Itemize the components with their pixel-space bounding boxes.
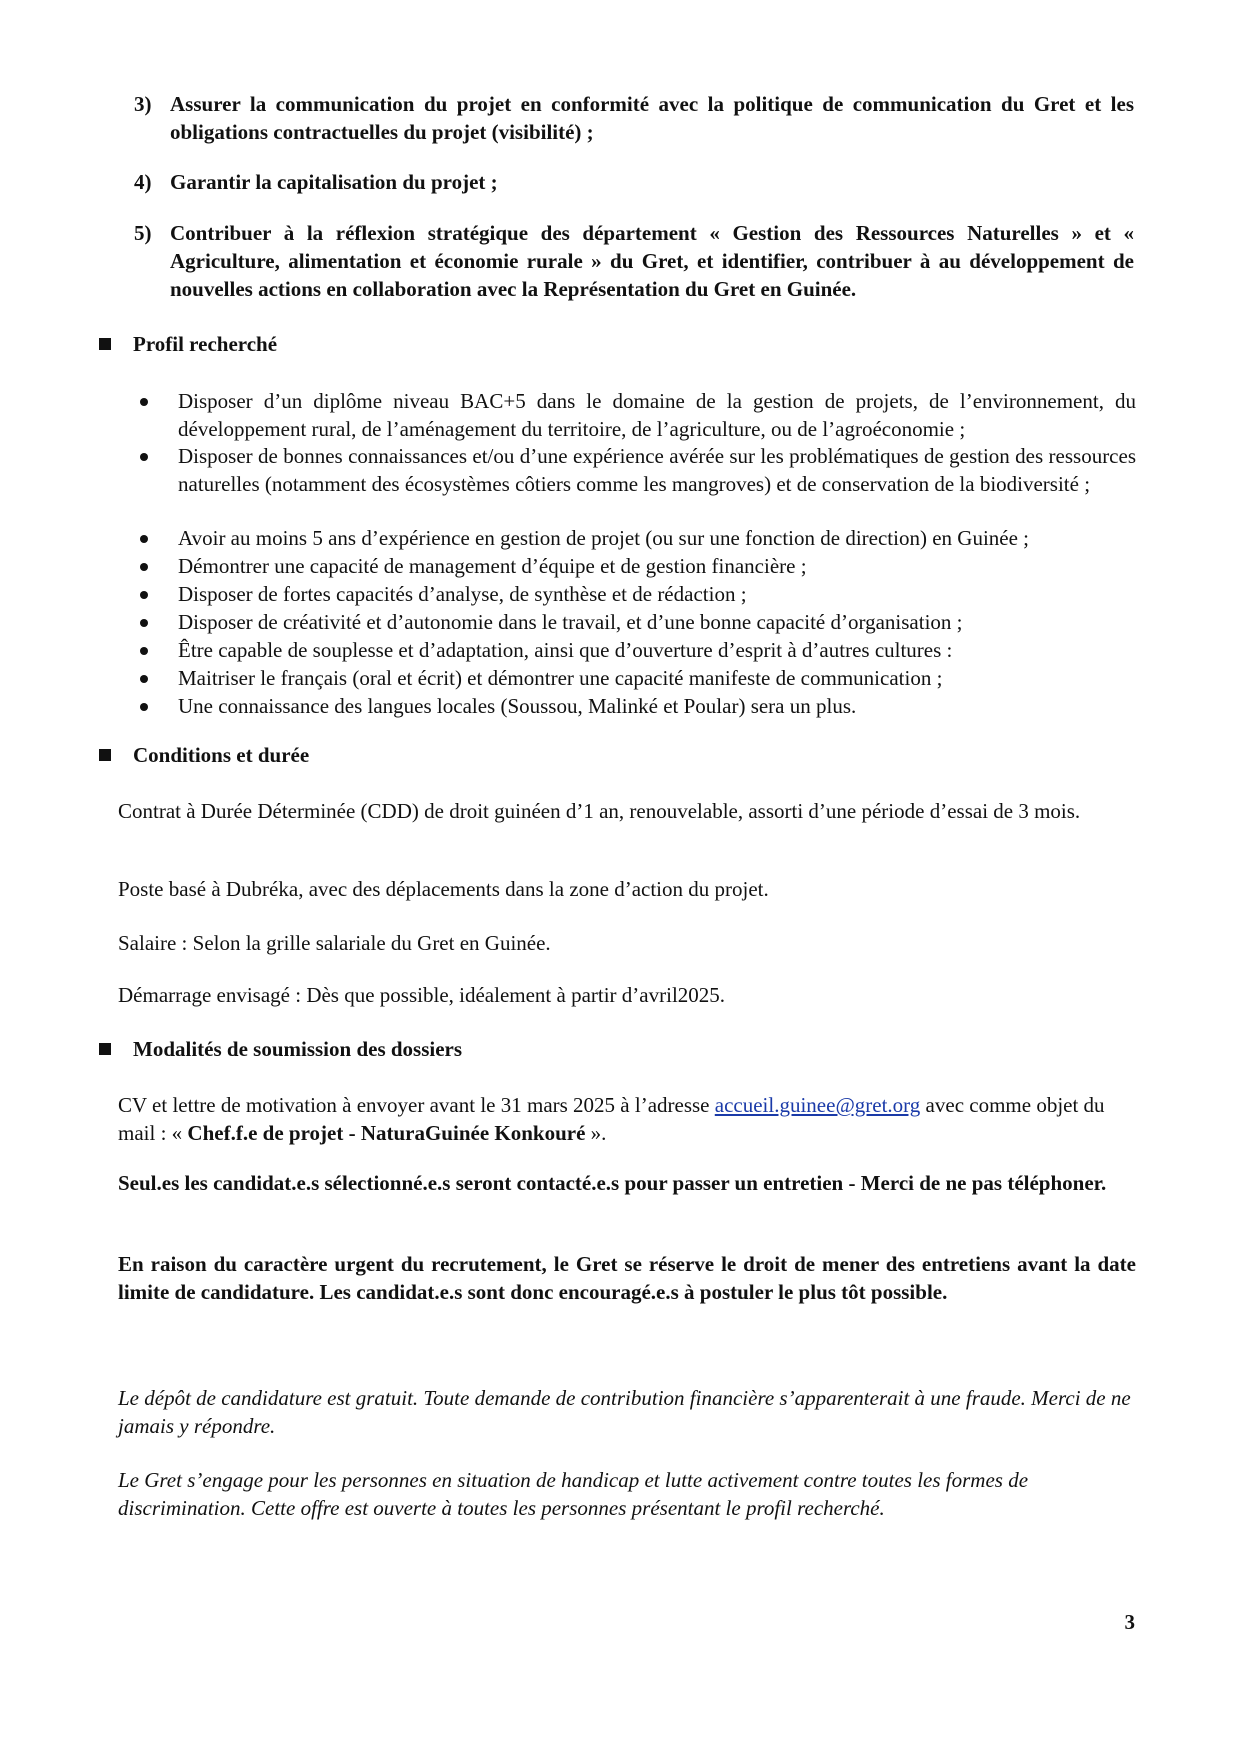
numbered-item-5 (134, 219, 1134, 303)
bullet-icon (140, 563, 148, 571)
item-text: Assurer la communication du projet en conformité avec la politique de communication du Gret et les obligations contractuelles du projet (visibilité) ; (170, 92, 1134, 144)
list-item (140, 524, 1136, 552)
urgent-notice: En raison du caractère urgent du recrutement, le Gret se réserve le droit de mener des entretiens avant la date limite de candidature. Les candidat.e.s sont donc encouragé.e.s à postuler le plus tôt possible. (118, 1252, 1136, 1304)
mail-subject: Chef.f.e de projet - NaturaGuinée Konkouré (187, 1121, 586, 1145)
item-number: 4) (134, 170, 152, 194)
list-item-text: Être capable de souplesse et d’adaptation, ainsi que d’ouverture d’esprit à d’autres cultures : (178, 638, 953, 662)
section-title: Modalités de soumission des dossiers (133, 1037, 463, 1061)
list-item-text: Maitriser le français (oral et écrit) et démontrer une capacité manifeste de communication ; (178, 666, 943, 690)
bullet-icon (140, 619, 148, 627)
list-item (140, 636, 1136, 664)
section-title: Conditions et durée (133, 743, 310, 767)
item-number: 5) (134, 221, 152, 245)
salary-paragraph: Salaire : Selon la grille salariale du Gret en Guinée. (118, 931, 551, 955)
start-paragraph: Démarrage envisagé : Dès que possible, idéalement à partir d’avril2025. (118, 983, 726, 1007)
section-title: Profil recherché (133, 332, 278, 356)
list-item (140, 552, 1136, 580)
list-item-text: Disposer d’un diplôme niveau BAC+5 dans le domaine de la gestion de projets, de l’environnement, du développement rural, de l’aménagement du territoire, de l’agriculture, ou de l’agroéconomie ; (178, 389, 1136, 441)
list-item (140, 387, 1136, 443)
list-item-text: Disposer de créativité et d’autonomie dans le travail, et d’une bonne capacité d’organisation ; (178, 610, 963, 634)
bullet-icon (140, 591, 148, 599)
item-number: 3) (134, 92, 152, 116)
list-item (140, 580, 1136, 608)
bullet-icon (140, 398, 148, 406)
numbered-item-3 (134, 90, 1134, 146)
bullet-icon (140, 703, 148, 711)
free-application-disclaimer: Le dépôt de candidature est gratuit. Toute demande de contribution financière s’apparenterait à une fraude. Merci de ne jamais y répondre. (118, 1386, 1131, 1438)
list-item (140, 692, 1136, 720)
location-paragraph: Poste basé à Dubréka, avec des déplacements dans la zone d’action du projet. (118, 877, 769, 901)
page-number: 3 (1124, 1610, 1135, 1634)
submission-text: CV et lettre de motivation à envoyer avant le 31 mars 2025 à l’adresse (118, 1093, 710, 1117)
item-text: Garantir la capitalisation du projet ; (170, 170, 498, 194)
list-item-text: Avoir au moins 5 ans d’expérience en gestion de projet (ou sur une fonction de direction) en Guinée ; (178, 526, 1030, 550)
inclusion-disclaimer: Le Gret s’engage pour les personnes en situation de handicap et lutte activement contre toutes les formes de discrimination. Cette offre est ouverte à toutes les personnes présentant le profil recherché. (118, 1468, 1029, 1520)
list-item-text: Une connaissance des langues locales (Soussou, Malinké et Poular) sera un plus. (178, 694, 857, 718)
bullet-icon (140, 453, 148, 461)
list-item-text: Démontrer une capacité de management d’équipe et de gestion financière ; (178, 554, 807, 578)
submission-paragraph (118, 1091, 1136, 1147)
list-item (140, 664, 1136, 692)
square-bullet-icon (99, 1043, 111, 1055)
list-item (140, 442, 1136, 526)
bullet-icon (140, 535, 148, 543)
contract-paragraph: Contrat à Durée Déterminée (CDD) de droit guinéen d’1 an, renouvelable, assorti d’une période d’essai de 3 mois. (118, 799, 1081, 823)
bullet-icon (140, 675, 148, 683)
square-bullet-icon (99, 749, 111, 761)
numbered-item-4 (134, 168, 1134, 196)
contact-notice: Seul.es les candidat.e.s sélectionné.e.s seront contacté.e.s pour passer un entretien - Merci de ne pas téléphoner. (118, 1171, 1107, 1195)
list-item-text: Disposer de bonnes connaissances et/ou d’une expérience avérée sur les problématiques de gestion des ressources naturelles (notamment des écosystèmes côtiers comme les mangroves) et de conservation de la biodiversité ; (178, 444, 1136, 496)
bullet-icon (140, 647, 148, 655)
email-link[interactable]: accueil.guinee@gret.org (714, 1093, 921, 1117)
list-item (140, 608, 1136, 636)
item-text: Contribuer à la réflexion stratégique des département « Gestion des Ressources Naturelles » et « Agriculture, alimentation et économie rurale » du Gret, et identifier, contribuer à au développement de nouvelles actions en collaboration avec la Représentation du Gret en Guinée. (170, 221, 1134, 301)
mail-subject-close: ». (590, 1121, 607, 1145)
list-item-text: Disposer de fortes capacités d’analyse, de synthèse et de rédaction ; (178, 582, 747, 606)
submission-text-cont: avec comme objet du mail : « (118, 1093, 1105, 1145)
square-bullet-icon (99, 338, 111, 350)
